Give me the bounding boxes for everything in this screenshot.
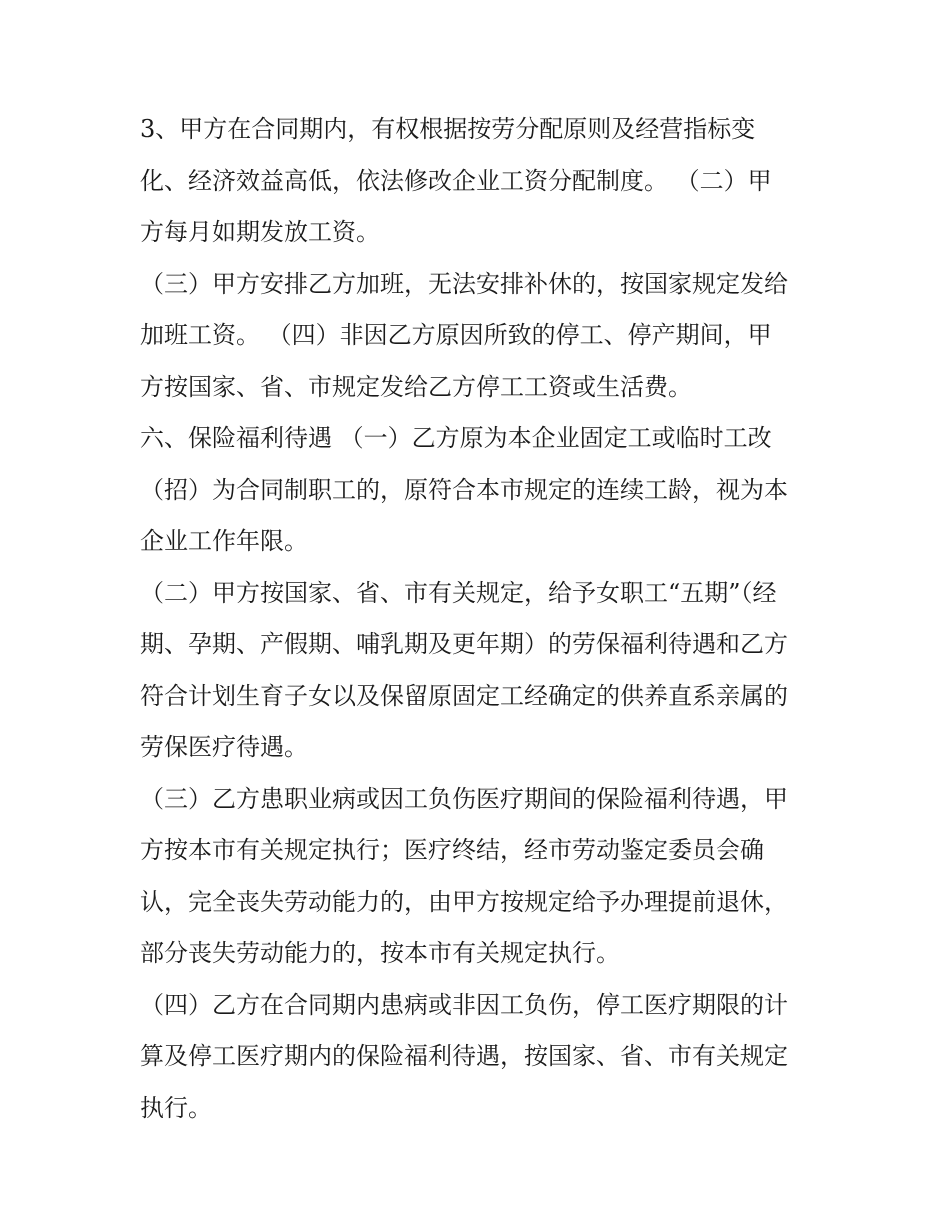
text-line: 劳保医疗待遇。 [140, 733, 308, 761]
text-line: （二）甲方按国家、省、市有关规定，给予女职工“五期”（经 [140, 578, 777, 607]
text-line: （三）乙方患职业病或因工负伤医疗期间的保险福利待遇，甲 [140, 784, 788, 813]
text-line: 算及停工医疗期内的保险福利待遇，按国家、省、市有关规定 [140, 1042, 788, 1070]
text-line: （四）乙方在合同期内患病或非因工负伤，停工医疗期限的计 [140, 990, 788, 1019]
text-line: 方按本市有关规定执行；医疗终结，经市劳动鉴定委员会确 [140, 836, 764, 864]
text-line: 期、孕期、产假期、哺乳期及更年期）的劳保福利待遇和乙方 [140, 630, 788, 658]
text-line: 部分丧失劳动能力的，按本市有关规定执行。 [140, 939, 620, 967]
text-line: 符合计划生育子女以及保留原固定工经确定的供养直系亲属的 [140, 681, 788, 710]
text-line: （招）为合同制职工的，原符合本市规定的连续工龄，视为本 [140, 475, 788, 504]
text-line: 企业工作年限。 [140, 527, 308, 555]
text-line: 化、经济效益高低，依法修改企业工资分配制度。 （二）甲 [140, 166, 772, 195]
text-line: 方按国家、省、市规定发给乙方停工工资或生活费。 [140, 372, 692, 401]
text-line: 方每月如期发放工资。 [140, 218, 380, 246]
text-line: （三）甲方安排乙方加班，无法安排补休的，按国家规定发给 [140, 269, 788, 298]
text-line: 加班工资。 （四）非因乙方原因所致的停工、停产期间，甲 [140, 321, 772, 349]
document-body [140, 104, 820, 1134]
text-line: 认，完全丧失劳动能力的，由甲方按规定给予办理提前退休， [140, 887, 788, 916]
text-line: 3、甲方在合同期内，有权根据按劳分配原则及经营指标变 [140, 115, 756, 143]
text-line: 执行。 [140, 1093, 212, 1122]
text-line: 六、保险福利待遇 （一）乙方原为本企业固定工或临时工改 [140, 424, 772, 452]
